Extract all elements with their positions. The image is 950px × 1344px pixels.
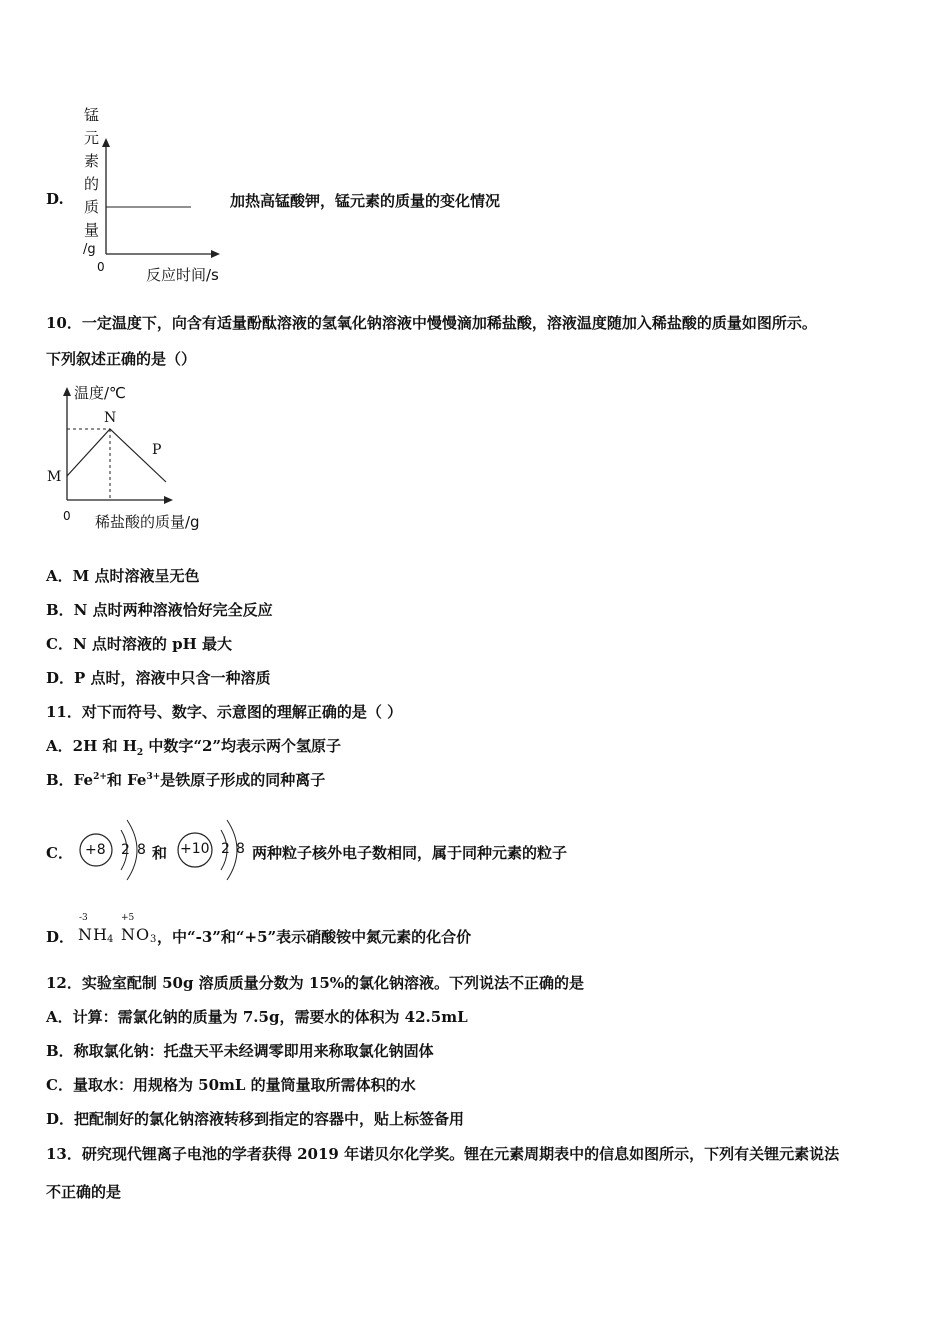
- q10-option-d: D．P 点时，溶液中只含一种溶质: [46, 669, 271, 687]
- q10-axes: [60, 384, 180, 514]
- q11-d-text: ，中“-3”和“+5”表示硝酸铵中氮元素的化合价: [157, 928, 472, 946]
- q11-c-label: C．: [46, 844, 73, 862]
- q10-option-a: A．M 点时溶液呈无色: [46, 567, 200, 585]
- q13-stem-line2: 不正确的是: [46, 1183, 122, 1201]
- q11-atom1-shell2: 8: [137, 842, 146, 858]
- q9-d-text: 加热高锰酸钾，锰元素的质量的变化情况: [230, 192, 501, 210]
- q10-point-n: N: [104, 410, 117, 426]
- q11-o-sub: 3: [150, 934, 157, 945]
- q10-stem-line1: 10．一定温度下，向含有适量酚酞溶液的氢氧化钠溶液中慢慢滴加稀盐酸，溶液温度随加入稀盐酸的质量如图所示。: [46, 314, 817, 332]
- q10-point-p: P: [152, 442, 162, 458]
- q9-ylabel-char: 锰: [84, 106, 100, 124]
- q9-ylabel-char: 素: [84, 152, 100, 170]
- q13-stem-line1: 13．研究现代锂离子电池的学者获得 2019 年诺贝尔化学奖。锂在元素周期表中的信息如图所示，下列有关锂元素说法: [46, 1145, 840, 1163]
- q9-ylabel-char: 质: [84, 198, 100, 216]
- q11-option-b: B．$Fe^{2+}$和 $Fe^{3+}$是铁原子形成的同种离子: [46, 771, 326, 789]
- q11-n1-valence: -3: [79, 913, 88, 923]
- q11-c-text: 两种粒子核外电子数相同，属于同种元素的粒子: [252, 844, 568, 862]
- q11-option-a: A．2H 和 $H_2$ 中数字“2”均表示两个氢原子: [46, 737, 342, 758]
- q9-xlabel: 反应时间/s: [146, 266, 219, 284]
- q10-xlabel: 稀盐酸的质量/g: [95, 513, 200, 531]
- q11-atom1-nucleus: +8: [85, 842, 106, 858]
- q12-stem: 12．实验室配制 50g 溶质质量分数为 15%的氯化钠溶液。下列说法不正确的是: [46, 974, 585, 992]
- q9-ylabel-char: 量: [84, 221, 100, 239]
- q11-n1: N: [78, 925, 92, 944]
- q10-origin: 0: [63, 509, 71, 523]
- q12-option-d: D．把配制好的氯化钠溶液转移到指定的容器中，贴上标签备用: [46, 1110, 465, 1128]
- q9-origin: 0: [97, 260, 105, 274]
- q11-d-label: D．: [46, 928, 75, 946]
- q12-option-a: A．计算：需氯化钠的质量为 7.5g，需要水的体积为 42.5mL: [46, 1008, 468, 1026]
- q9-ylabel-char: /g: [83, 242, 96, 257]
- q11-atom2-shell1: 2: [221, 841, 230, 857]
- q12-option-b: B．称取氯化钠：托盘天平未经调零即用来称取氯化钠固体: [46, 1042, 434, 1060]
- q11-h-sub: 4: [107, 934, 114, 945]
- q11-atom1-shell1: 2: [121, 842, 130, 858]
- q11-atom2-nucleus: +10: [180, 841, 210, 857]
- q9-d-label: D.: [46, 190, 64, 208]
- q10-option-c: C．N 点时溶液的 pH 最大: [46, 635, 232, 653]
- q11-h: H: [93, 925, 107, 944]
- q11-atom2-shell2: 8: [236, 841, 245, 857]
- q9-axes: [96, 136, 226, 262]
- q10-option-b: B．N 点时两种溶液恰好完全反应: [46, 601, 273, 619]
- q9-ylabel-char: 元: [84, 129, 100, 147]
- q9-ylabel-char: 的: [84, 175, 100, 193]
- q12-option-c: C．量取水：用规格为 50mL 的量筒量取所需体积的水: [46, 1076, 416, 1094]
- q11-stem: 11．对下而符号、数字、示意图的理解正确的是（ ）: [46, 703, 403, 721]
- q11-n2-valence: +5: [121, 913, 135, 923]
- q10-point-m: M: [47, 469, 62, 485]
- q11-o: O: [136, 925, 150, 944]
- q11-n2: N: [121, 925, 135, 944]
- q10-ylabel: 温度/℃: [74, 384, 126, 402]
- q11-c-and: 和: [152, 844, 168, 862]
- q10-stem-line2: 下列叙述正确的是（）: [46, 350, 197, 368]
